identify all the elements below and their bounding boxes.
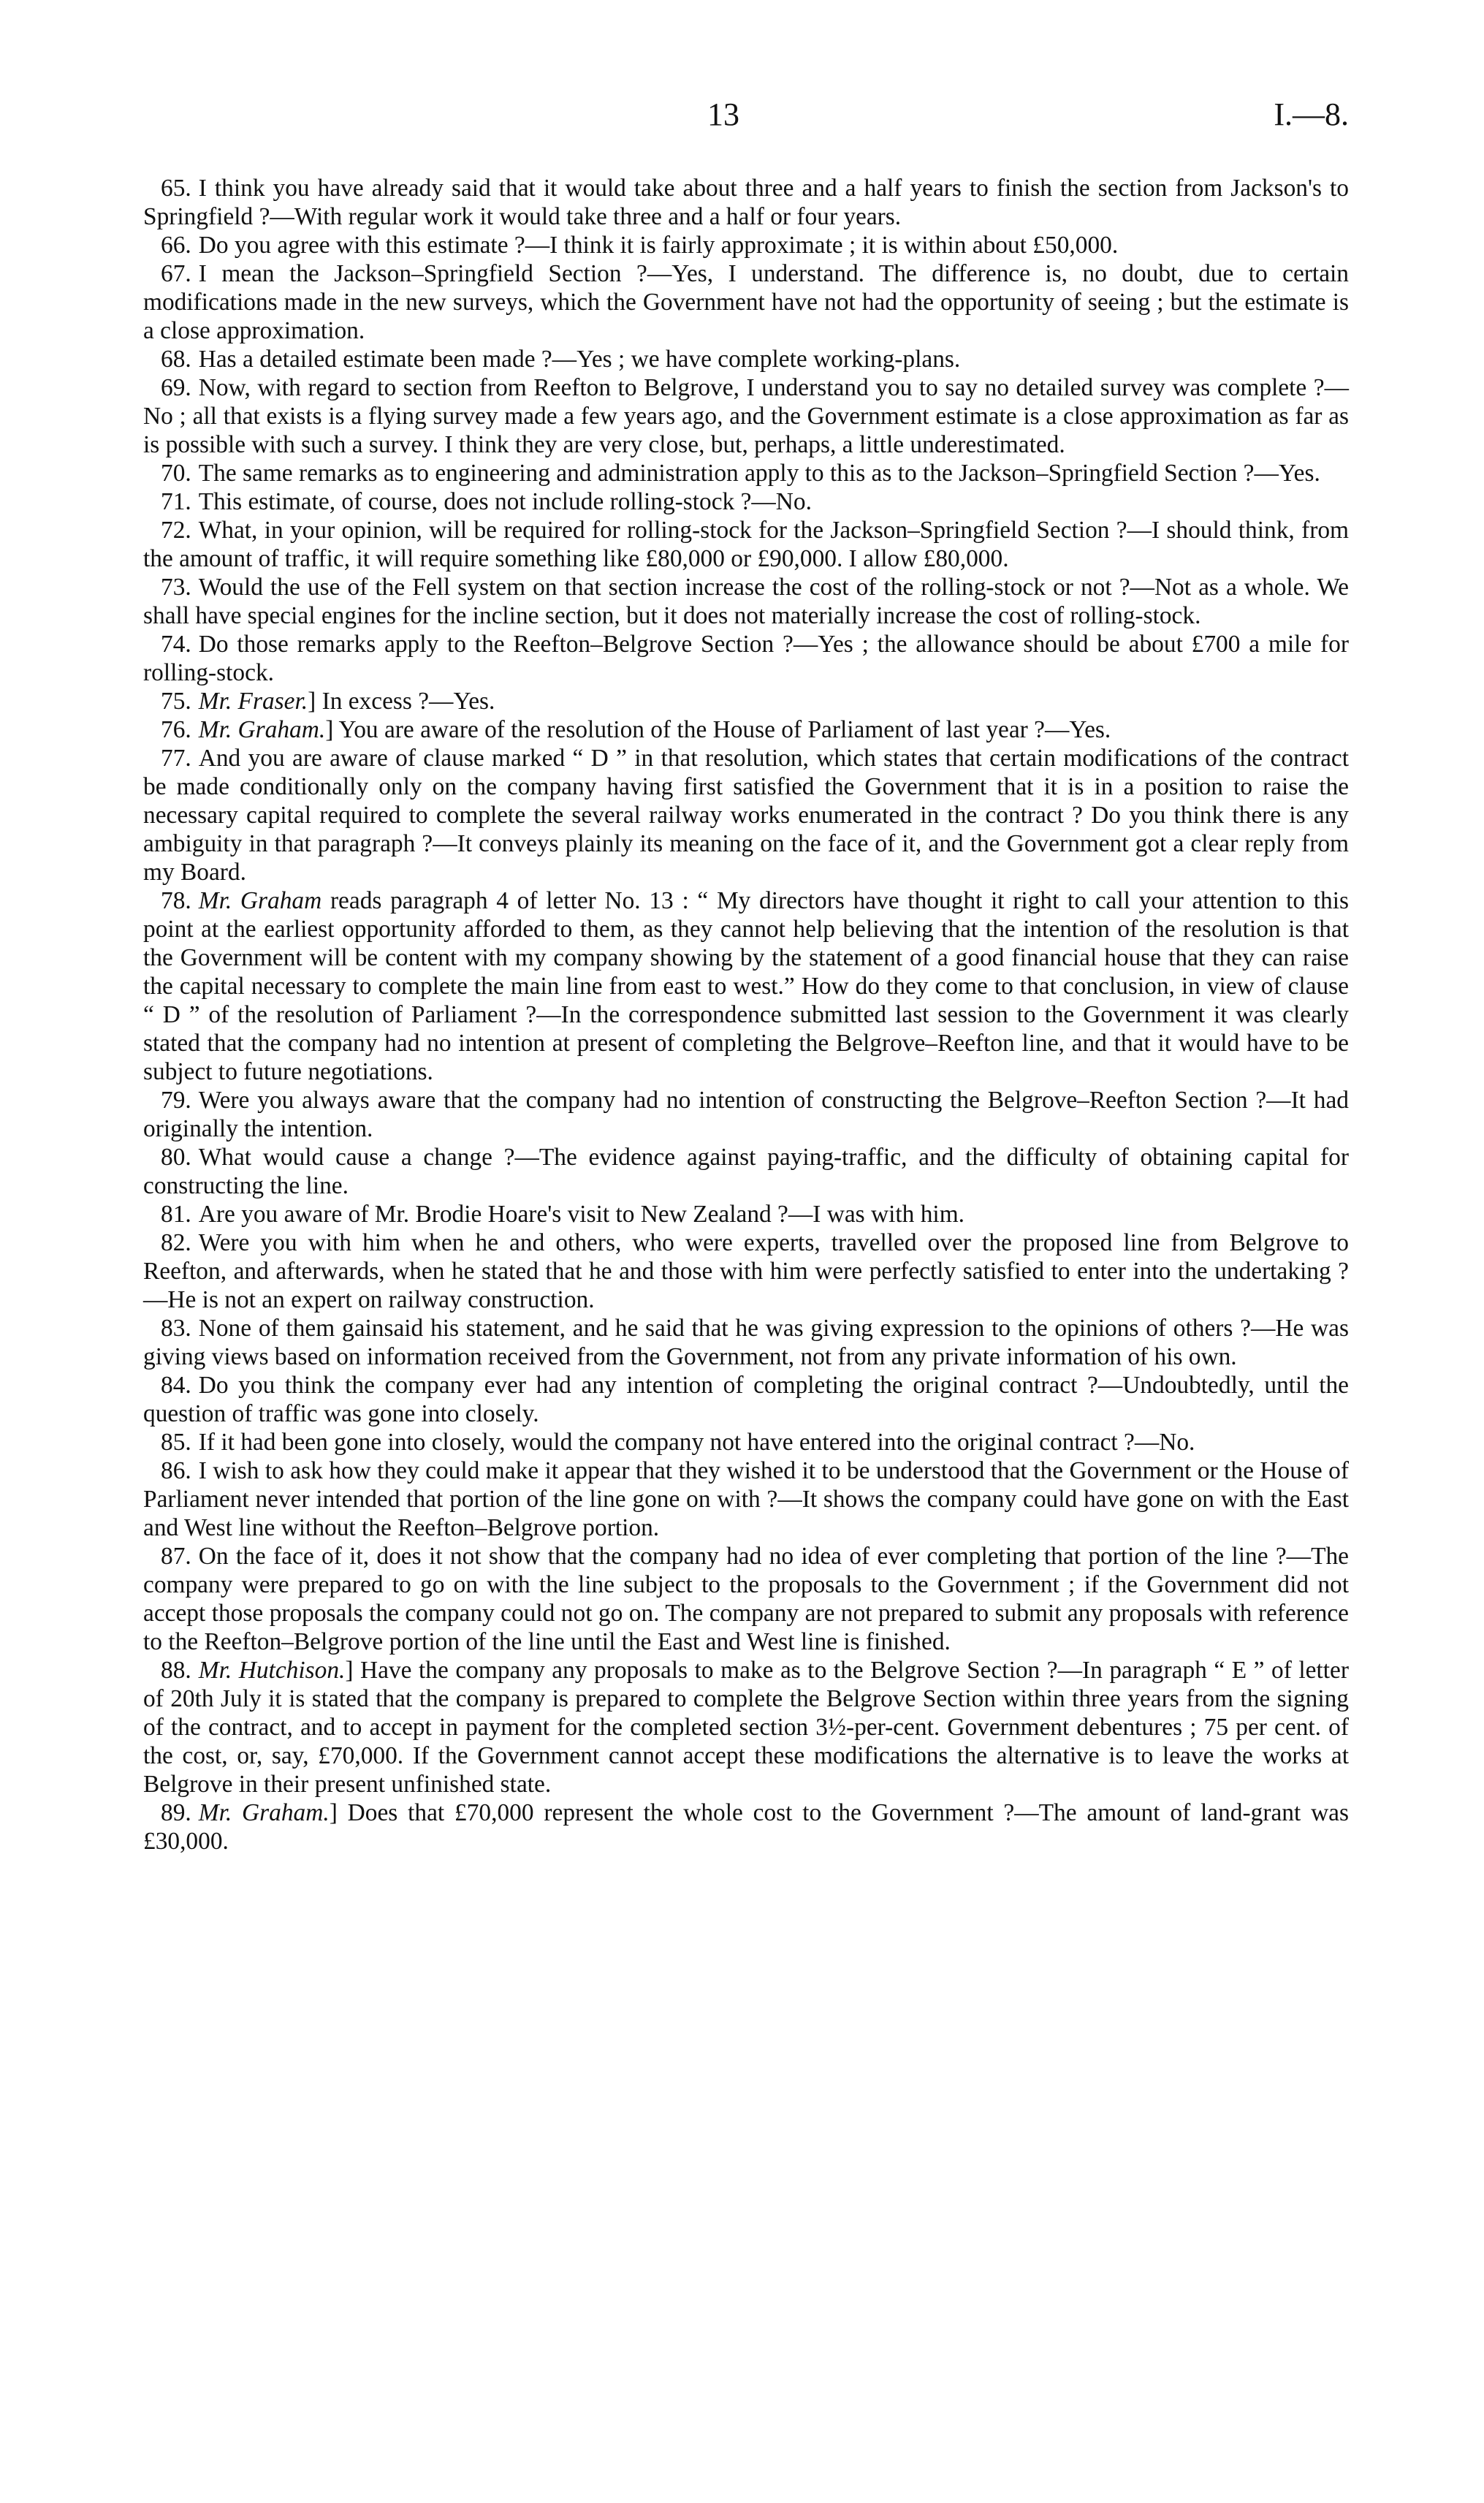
question-text: Has a detailed estimate been made ?—Yes ; we have complete working-plans. — [198, 346, 961, 373]
question-number: 71. — [161, 488, 191, 515]
question-number: 67. — [161, 260, 191, 287]
question-number: 75. — [161, 688, 191, 715]
question-number: 68. — [161, 346, 191, 373]
document-reference: I.—8. — [1274, 96, 1349, 132]
question-text: I wish to ask how they could make it appear that they wished it to be understood that the Government or the House of Parliament never intended that portion of the line gone on with ?—It shows the company could have gone on with the East and West line without the Reefton–Belgrove portion. — [143, 1457, 1349, 1541]
speaker-name: Mr. Graham — [198, 887, 322, 914]
question-number: 78. — [161, 887, 191, 914]
question-paragraph — [143, 886, 1349, 1086]
question-text: Were you always aware that the company had no intention of constructing the Belgrove–Reefton Section ?—It had originally the intention. — [143, 1087, 1349, 1142]
question-paragraph — [143, 1371, 1349, 1428]
question-number: 83. — [161, 1315, 191, 1342]
speaker-bracket: ] — [329, 1799, 338, 1826]
question-paragraph — [143, 1143, 1349, 1200]
question-text: Do those remarks apply to the Reefton–Belgrove Section ?—Yes ; the allowance should be about £700 a mile for rolling-stock. — [143, 631, 1349, 686]
question-number: 80. — [161, 1144, 191, 1171]
question-text: Does that £70,000 represent the whole cost to the Government ?—The amount of land-grant was £30,000. — [143, 1799, 1349, 1855]
question-number: 74. — [161, 631, 191, 658]
question-paragraph — [143, 259, 1349, 345]
speaker-name: Mr. Graham. — [198, 716, 326, 743]
question-text: Would the use of the Fell system on that section increase the cost of the rolling-stock or not ?—Not as a whole. We shall have special engines for the incline section, but it does not materially increase the cost of rolling-stock. — [143, 574, 1349, 629]
question-paragraph — [143, 487, 1349, 516]
question-number: 81. — [161, 1201, 191, 1228]
speaker-name: Mr. Fraser. — [198, 688, 308, 715]
question-text: Now, with regard to section from Reefton to Belgrove, I understand you to say no detailed survey was complete ?—No ; all that exists is a flying survey made a few years ago, and the Government estimate is a close approximation as far as is possible with such a survey. I think they are very close, but, perhaps, a little underestimated. — [143, 374, 1349, 458]
question-paragraph — [143, 1086, 1349, 1143]
question-number: 65. — [161, 175, 191, 202]
question-text: I mean the Jackson–Springfield Section ?—Yes, I understand. The difference is, no doubt, due to certain modifications made in the new surveys, which the Government have not had the opportunity of seeing ; but the estimate is a close approximation. — [143, 260, 1349, 344]
question-paragraph — [143, 1314, 1349, 1371]
question-text: The same remarks as to engineering and administration apply to this as to the Jackson–Springfield Section ?—Yes. — [198, 460, 1320, 487]
question-text: If it had been gone into closely, would the company not have entered into the original contract ?—No. — [198, 1429, 1195, 1456]
speaker-bracket: ] — [345, 1657, 354, 1684]
question-paragraph — [143, 1428, 1349, 1456]
question-text: You are aware of the resolution of the House of Parliament of last year ?—Yes. — [338, 716, 1111, 743]
speaker-name: Mr. Graham. — [198, 1799, 330, 1826]
question-paragraph — [143, 1656, 1349, 1799]
question-number: 88. — [161, 1657, 191, 1684]
question-text: What, in your opinion, will be required for rolling-stock for the Jackson–Springfield Section ?—I should think, from the amount of traffic, it will require something like £80,000 or £90,000. I allow £80,000. — [143, 517, 1349, 572]
question-paragraph — [143, 744, 1349, 886]
question-text: Were you with him when he and others, who were experts, travelled over the proposed line from Belgrove to Reefton, and afterwards, when he stated that he and those with him were perfectly satisfied to enter into the undertaking ?—He is not an expert on railway construction. — [143, 1229, 1349, 1313]
question-paragraph — [143, 231, 1349, 259]
speaker-bracket: ] — [325, 716, 334, 743]
question-text: This estimate, of course, does not include rolling-stock ?—No. — [198, 488, 812, 515]
question-number: 85. — [161, 1429, 191, 1456]
question-paragraph — [143, 573, 1349, 630]
question-text: Do you think the company ever had any intention of completing the original contract ?—Undoubtedly, until the question of traffic was gone into closely. — [143, 1372, 1349, 1427]
question-paragraph — [143, 373, 1349, 459]
question-paragraph — [143, 630, 1349, 687]
question-paragraph — [143, 1456, 1349, 1542]
question-text: In excess ?—Yes. — [321, 688, 495, 715]
question-number: 69. — [161, 374, 191, 401]
question-text: On the face of it, does it not show that the company had no idea of ever completing that portion of the line ?—The company were prepared to go on with the line subject to the proposals to the Government ; if the Government did not accept those proposals the company could not go on. The company are not prepared to submit any proposals with reference to the Reefton–Belgrove portion of the line until the East and West line is finished. — [143, 1543, 1349, 1655]
question-text: Are you aware of Mr. Brodie Hoare's visit to New Zealand ?—I was with him. — [198, 1201, 965, 1228]
question-number: 76. — [161, 716, 191, 743]
question-paragraph — [143, 1542, 1349, 1656]
question-paragraph — [143, 459, 1349, 487]
question-paragraph — [143, 516, 1349, 573]
question-text: None of them gainsaid his statement, and he said that he was giving expression to the opinions of others ?—He was giving views based on information received from the Government, not from any private information of his own. — [143, 1315, 1349, 1370]
question-paragraph — [143, 1799, 1349, 1856]
speaker-name: Mr. Hutchison. — [198, 1657, 346, 1684]
question-text: What would cause a change ?—The evidence against paying-traffic, and the difficulty of obtaining capital for constructing the line. — [143, 1144, 1349, 1199]
question-number: 77. — [161, 745, 191, 772]
question-number: 89. — [161, 1799, 191, 1826]
question-number: 86. — [161, 1457, 191, 1484]
question-text: reads paragraph 4 of letter No. 13 : “ My directors have thought it right to call your attention to this point at the earliest opportunity afforded to them, as they cannot help believing that the intention of the resolution is that the Government will be content with my company showing by the statement of a good financial house that they can raise the capital necessary to complete the main line from east to west.” How do they come to that conclusion, in view of clause “ D ” of the resolution of Parliament ?—In the correspondence submitted last session to the Government it was clearly stated that the company had no intention at present of completing the Belgrove–Reefton line, and that it would have to be subject to future negotiations. — [143, 887, 1349, 1085]
question-paragraph — [143, 174, 1349, 231]
question-number: 82. — [161, 1229, 191, 1256]
question-text: I think you have already said that it would take about three and a half years to finish the section from Jackson's to Springfield ?—With regular work it would take three and a half or four years. — [143, 175, 1349, 230]
question-paragraph — [143, 1200, 1349, 1228]
question-paragraph — [143, 1228, 1349, 1314]
question-number: 79. — [161, 1087, 191, 1114]
question-paragraph — [143, 687, 1349, 715]
question-text: Do you agree with this estimate ?—I think it is fairly approximate ; it is within about £50,000. — [198, 232, 1119, 259]
page-number: 13 — [707, 96, 739, 132]
question-number: 66. — [161, 232, 191, 259]
question-paragraph — [143, 345, 1349, 373]
question-paragraph — [143, 715, 1349, 744]
document-body — [143, 174, 1349, 1856]
question-number: 72. — [161, 517, 191, 544]
question-text: And you are aware of clause marked “ D ” in that resolution, which states that certain modifications of the contract be made conditionally only on the company having first satisfied the Government that it is in a position to raise the necessary capital required to complete the several railway works enumerated in the contract ? Do you think there is any ambiguity in that paragraph ?—It conveys plainly its meaning on the face of it, and the Government got a clear reply from my Board. — [143, 745, 1349, 886]
speaker-bracket: ] — [308, 688, 316, 715]
question-number: 87. — [161, 1543, 191, 1570]
question-number: 73. — [161, 574, 191, 601]
question-number: 70. — [161, 460, 191, 487]
question-number: 84. — [161, 1372, 191, 1399]
question-text: Have the company any proposals to make as to the Belgrove Section ?—In paragraph “ E ” of letter of 20th July it is stated that the company is prepared to complete the Belgrove Section within three years from the signing of the contract, and to accept in payment for the completed section 3½-per-cent. Government debentures ; 75 per cent. of the cost, or, say, £70,000. If the Government cannot accept these modifications the alternative is to leave the works at Belgrove in their present unfinished state. — [143, 1657, 1349, 1798]
